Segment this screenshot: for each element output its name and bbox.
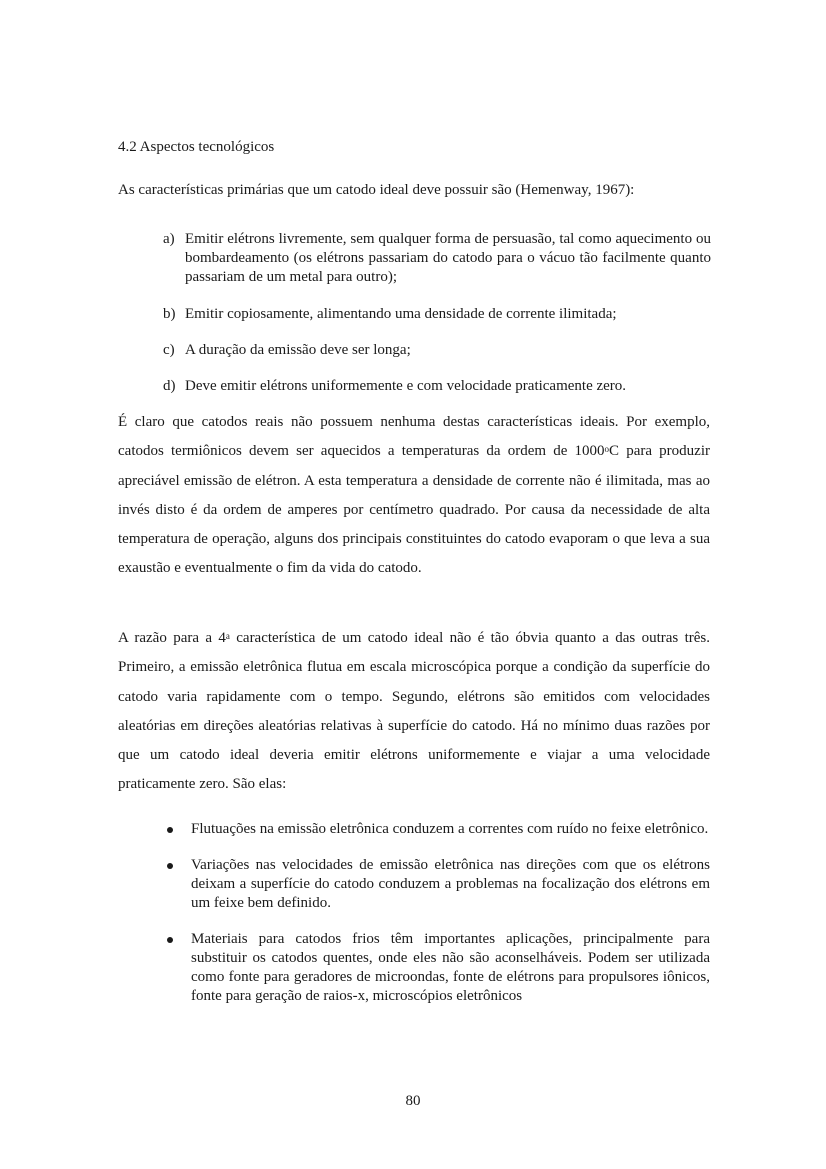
paragraph-text: característica de um catodo ideal não é tão óbvia quanto a das outras três. Primeiro, a emissão eletrônica flutua em escala microscópica porque a condição da superfície do catodo varia rapidamente com o tempo. Segundo, elétrons são emitidos com velocidades aleatórias em direções aleatórias relativas à superfície do catodo. Há no mínimo duas razões por que um catodo ideal deveria emitir elétrons uniformemente e viajar a uma velocidade praticamente zero. São elas: xyxy=(118,630,710,793)
list-item xyxy=(163,341,711,360)
list-item-text: A duração da emissão deve ser longa; xyxy=(185,342,411,358)
list-item xyxy=(163,820,710,839)
list-item xyxy=(163,377,711,396)
body-paragraph-1 xyxy=(118,408,710,584)
list-item-text: Flutuações na emissão eletrônica conduzem a correntes com ruído no feixe eletrônico. xyxy=(191,821,709,837)
paragraph-text: É claro que catodos reais não possuem nenhuma destas características ideais. Por exemplo, catodos termiônicos devem ser aquecidos a temperaturas da ordem de 1000 xyxy=(118,414,710,460)
paragraph-text: C para produzir apreciável emissão de elétron. A esta temperatura a densidade de corrente não é ilimitada, mas ao invés disto é da ordem de amperes por centímetro quadrado. Por causa da necessidade de alta temperatura de operação, alguns dos principais constituintes do catodo evaporam o que leva a sua exaustão e eventualmente o fim da vida do catodo. xyxy=(118,443,710,577)
degree-superscript: o xyxy=(604,444,610,455)
list-item-text: Emitir copiosamente, alimentando uma densidade de corrente ilimitada; xyxy=(185,306,617,322)
list-item xyxy=(163,856,710,913)
list-item-text: Materiais para catodos frios têm importantes aplicações, principalmente para substituir os catodos quentes, onde eles não são aconselháveis. Podem ser utilizada como fonte para geradores de microondas, fonte de elétrons para propulsores iônicos, fonte para geração de raios-x, microscópios eletrônicos xyxy=(191,931,710,1004)
list-item-text: Emitir elétrons livremente, sem qualquer forma de persuasão, tal como aquecimento ou bombardeamento (os elétrons passariam do catodo para o vácuo tão facilmente quanto passariam de um metal para outro); xyxy=(185,231,711,285)
intro-paragraph: As características primárias que um catodo ideal deve possuir são (Hemenway, 1967): xyxy=(118,182,635,198)
list-marker: c) xyxy=(163,342,175,358)
section-title: 4.2 Aspectos tecnológicos xyxy=(118,139,275,155)
list-item-text: Deve emitir elétrons uniformemente e com velocidade praticamente zero. xyxy=(185,378,627,394)
ordinal-superscript: a xyxy=(225,631,230,641)
list-item xyxy=(163,230,711,287)
bullet-icon xyxy=(167,827,173,833)
paragraph-text: A razão para a 4 xyxy=(118,630,226,646)
list-marker: a) xyxy=(163,231,175,247)
list-item-text: Variações nas velocidades de emissão eletrônica nas direções com que os elétrons deixam a superfície do catodo conduzem a problemas na focalização dos elétrons em um feixe bem definido. xyxy=(191,857,710,911)
reasons-bullet-list xyxy=(163,820,710,1023)
page-number: 80 xyxy=(405,1093,421,1109)
list-marker: b) xyxy=(163,306,176,322)
list-marker: d) xyxy=(163,378,176,394)
list-item xyxy=(163,930,710,1006)
requirements-list xyxy=(163,230,711,396)
body-paragraph-2 xyxy=(118,624,710,800)
bullet-icon xyxy=(167,937,173,943)
list-item xyxy=(163,305,711,324)
bullet-icon xyxy=(167,863,173,869)
